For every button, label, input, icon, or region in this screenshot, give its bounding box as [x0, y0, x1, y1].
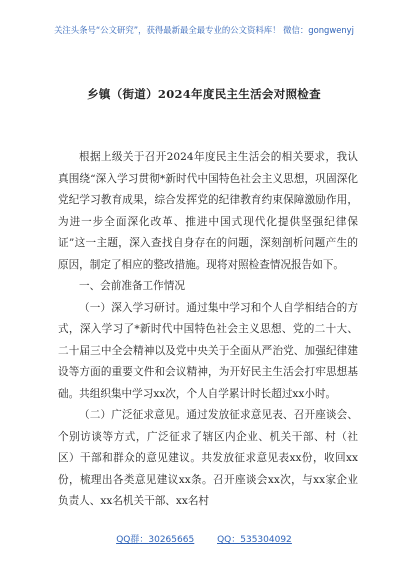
footer-qq-group	[116, 535, 194, 545]
document-body	[58, 147, 358, 513]
footer-qq-label: QQ：	[217, 535, 241, 545]
footer-qq	[217, 535, 292, 545]
paragraph-intro: 根据上级关于召开2024年度民主生活会的相关要求，我认真围绕“深入学习贯彻*新时代中国特色社会主义思想，巩固深化党纪学习教育成果，综合发挥党的纪律教育约束保障激励作用，为进一步全面深化改革、推进中国式现代化提供坚强纪律保证”这一主题，深入查找自身存在的问题，深刻剖析问题产生的原因，制定了相应的整改措施。现将对照检查情况报告如下。	[58, 151, 358, 271]
footer-qq-value: 535304092	[240, 535, 292, 545]
paragraph-opinions: （二）广泛征求意见。通过发放征求意见表、召开座谈会、个别访谈等方式，广泛征求了辖区内企业、机关干部、村（社区）干部和群众的意见建议。共发放征求意见表xx份，收回xx份，梳理出各类意见建议xx条。召开座谈会xx次，与xx家企业负责人、xx名机关干部、xx名村	[58, 409, 358, 507]
footer-qq-group-value: 30265665	[148, 535, 195, 545]
paragraph-study: （一）深入学习研讨。通过集中学习和个人自学相结合的方式，深入学习了*新时代中国特色社会主义思想、党的二十大、二十届三中全会精神以及党中央关于全面从严治党、加强纪律建设等方面的重要文件和会议精神，为开好民主生活会打牢思想基础。共组织集中学习xx次，个人自学累计时长超过xx小时。	[58, 301, 358, 400]
footer-qq-group-label: QQ群：	[116, 535, 149, 545]
document-title: 乡镇（街道）2024年度民主生活会对照检查	[87, 87, 321, 101]
section-heading-preparation: 一、会前准备工作情况	[79, 280, 185, 292]
header-promo-text: 关注头条号“公文研究”，获得最新最全最专业的公文资料库！ 微信：gongwenyj	[54, 25, 354, 35]
footer-contact	[0, 532, 408, 545]
